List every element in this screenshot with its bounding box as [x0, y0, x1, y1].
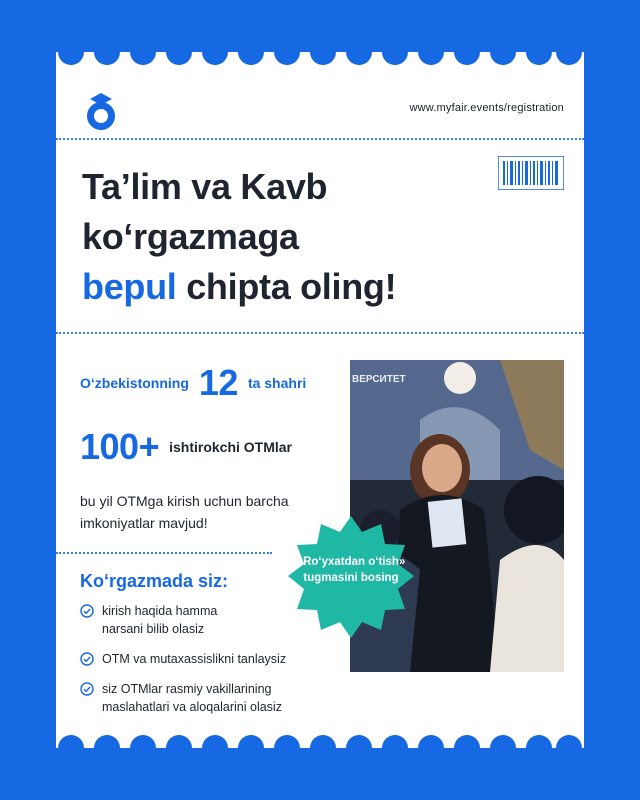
cities-suffix: ta shahri	[247, 375, 307, 391]
headline-line-3	[82, 262, 502, 312]
list-item-text: OTM va mutaxassislikni tanlaysiz	[102, 652, 287, 666]
list-item-text: kirish haqida hamma narsani bilib olasiz	[102, 604, 218, 636]
headline-line-1: Ta’lim va Kavb	[82, 166, 328, 207]
check-circle-icon	[80, 604, 94, 618]
list-item-text: siz OTMlar rasmiy vakillarining maslahatlari va aloqalarini olasiz	[102, 682, 282, 714]
cities-number: 12	[198, 362, 238, 403]
registration-url[interactable]: www.myfair.events/registration	[409, 102, 564, 114]
photo-sign-text: ВЕРСИТЕТ	[352, 374, 406, 385]
list-item	[80, 680, 330, 716]
divider-top	[56, 138, 584, 140]
section-title: Ko‘rgazmada siz:	[80, 571, 229, 591]
check-circle-icon	[80, 652, 94, 666]
check-circle-icon	[80, 682, 94, 696]
divider-middle	[56, 332, 584, 334]
register-hint-badge[interactable]: «Ro‘yxatdan o‘tish» tugmasini bosing	[296, 556, 406, 584]
headline-rest: chipta oling!	[176, 266, 397, 307]
divider-section	[56, 552, 272, 554]
cities-stat	[80, 362, 306, 404]
cities-prefix: O‘zbekistonning	[80, 375, 189, 391]
headline-accent: bepul	[82, 266, 177, 307]
opportunity-text: bu yil OTMga kirish uchun barcha imkoniyatlar mavjud!	[80, 493, 289, 531]
ticket-card	[56, 52, 584, 748]
list-item	[80, 650, 330, 668]
universities-label: ishtirokchi OTMlar	[169, 439, 293, 455]
barcode-icon	[498, 156, 564, 190]
headline	[82, 162, 502, 312]
headline-line-2: ko‘rgazmaga	[82, 216, 299, 257]
universities-number: 100+	[80, 426, 160, 467]
universities-stat	[80, 426, 292, 468]
graduation-ring-logo-icon	[84, 90, 118, 130]
